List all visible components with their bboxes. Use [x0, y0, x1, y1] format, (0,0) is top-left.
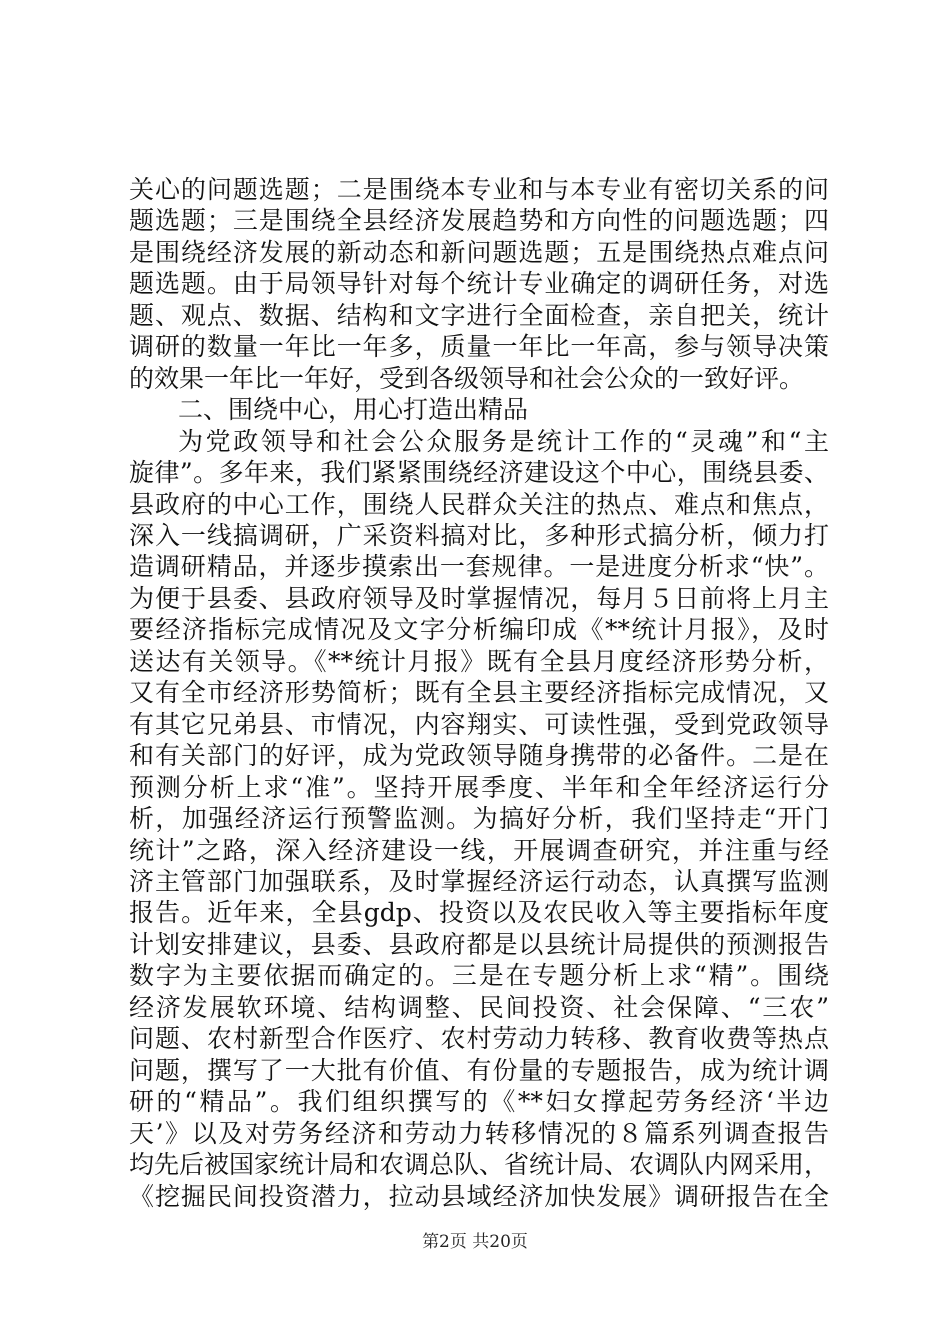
- text-line-7: 的效果一年比一年好，受到各级领导和社会公众的一致好评。: [129, 363, 805, 393]
- text-line-2: 题选题；三是围绕全县经济发展趋势和方向性的问题选题；四: [129, 206, 829, 236]
- text-line-11: 县政府的中心工作，围绕人民群众关注的热点、难点和焦点，: [129, 489, 829, 519]
- text-line-9: 为党政领导和社会公众服务是统计工作的“灵魂”和“主: [178, 426, 829, 456]
- text-line-32: 均先后被国家统计局和农调总队、省统计局、农调队内网采用，: [129, 1150, 829, 1180]
- text-line-31: 天’》以及对劳务经济和劳动力转移情况的８篇系列调查报告: [129, 1118, 829, 1148]
- text-line-20: 预测分析上求“准”。坚持开展季度、半年和全年经济运行分: [129, 772, 829, 802]
- text-line-21: 析，加强经济运行预警监测。为搞好分析，我们坚持走“开门: [129, 804, 829, 834]
- section-heading: 二、围绕中心，用心打造出精品: [178, 395, 529, 425]
- text-line-23: 济主管部门加强联系，及时掌握经济运行动态，认真撰写监测: [129, 867, 829, 896]
- text-line-33: 《挖掘民间投资潜力，拉动县域经济加快发展》调研报告在全: [129, 1181, 829, 1211]
- text-line-12: 深入一线搞调研，广采资料搞对比，多种形式搞分析，倾力打: [129, 521, 829, 550]
- text-line-24: 报告。近年来，全县gdp、投资以及农民收入等主要指标年度: [129, 898, 829, 928]
- text-line-10: 旋律”。多年来，我们紧紧围绕经济建设这个中心，围绕县委、: [129, 458, 829, 488]
- text-line-25: 计划安排建议，县委、县政府都是以县统计局提供的预测报告: [129, 929, 829, 959]
- text-line-14: 为便于县委、县政府领导及时掌握情况，每月５日前将上月主: [129, 583, 829, 613]
- text-line-17: 又有全市经济形势简析；既有全县主要经济指标完成情况，又: [129, 678, 829, 708]
- text-line-26: 数字为主要依据而确定的。三是在专题分析上求“精”。围绕: [129, 961, 829, 991]
- text-line-28: 问题、农村新型合作医疗、农村劳动力转移、教育收费等热点: [129, 1024, 829, 1054]
- text-line-5: 题、观点、数据、结构和文字进行全面检查，亲自把关，统计: [129, 300, 829, 330]
- text-line-18: 有其它兄弟县、市情况，内容翔实、可读性强，受到党政领导: [129, 709, 829, 739]
- text-line-27: 经济发展软环境、结构调整、民间投资、社会保障、“三农”: [129, 992, 829, 1022]
- text-line-13: 造调研精品，并逐步摸索出一套规律。一是进度分析求“快”。: [129, 552, 829, 582]
- text-line-4: 题选题。由于局领导针对每个统计专业确定的调研任务，对选: [129, 269, 829, 299]
- text-line-6: 调研的数量一年比一年多，质量一年比一年高，参与领导决策: [129, 332, 829, 362]
- text-line-15: 要经济指标完成情况及文字分析编印成《**统计月报》，及时: [129, 615, 829, 645]
- text-line-1: 关心的问题选题；二是围绕本专业和与本专业有密切关系的问: [129, 175, 829, 204]
- text-line-29: 问题，撰写了一大批有价值、有份量的专题报告，成为统计调: [129, 1055, 829, 1085]
- text-line-16: 送达有关领导。《**统计月报》既有全县月度经济形势分析，: [129, 646, 829, 676]
- text-line-30: 研的“精品”。我们组织撰写的《**妇女撑起劳务经济‘半边: [129, 1087, 829, 1117]
- page-number-footer: 第2页 共20页: [422, 1232, 528, 1252]
- text-line-22: 统计”之路，深入经济建设一线，开展调查研究，并注重与经: [129, 835, 829, 865]
- text-line-19: 和有关部门的好评，成为党政领导随身携带的必备件。二是在: [129, 741, 829, 771]
- text-line-3: 是围绕经济发展的新动态和新问题选题；五是围绕热点难点问: [129, 237, 829, 267]
